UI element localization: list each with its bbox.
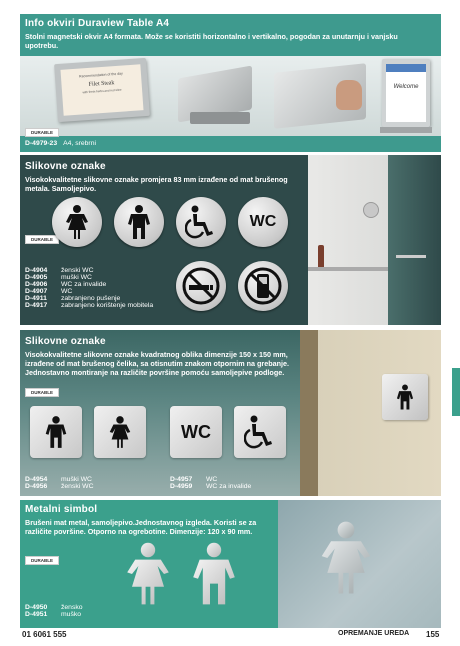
wheelchair-icon: [176, 197, 226, 247]
stand-welcome-text: Welcome: [393, 84, 419, 90]
metal-woman-symbol: [124, 542, 172, 611]
section-description: Brušeni mat metal, samoljepivo.Jednostavnog izgleda. Koristi se za različite površine. Otporno na ogrebotine. Dimenzije: 120 x 90 mm.: [25, 518, 257, 536]
list-item: D-4959 WC za invalide: [170, 483, 252, 490]
square-woman-icon: [94, 406, 146, 458]
wc-text: WC: [249, 213, 277, 230]
product-description: A4, srebrni: [63, 140, 96, 147]
list-item: D-4907 WC: [25, 288, 73, 295]
section-description: Visokokvalitetne slikovne oznake kvadratnog oblika dimenzije 150 x 150 mm, izrađene od mat brušenog čelika, sa otisnutim znakom otpornim na grebanje. Jednostavno montiranje na različite površine pomoću samoljepive podloge.: [25, 350, 289, 377]
frame-text-line1: Recommendation of the day: [78, 71, 123, 79]
list-item: D-4950 žensko: [25, 604, 83, 611]
side-tab-marker: [452, 368, 460, 416]
list-item: D-4906 WC za invalide: [25, 281, 107, 288]
square-man-icon: [30, 406, 82, 458]
section-title: Slikovne oznake: [25, 336, 106, 347]
list-item: D-4951 muško: [25, 611, 82, 618]
section-metalni-simbol: [20, 500, 441, 628]
photo-wall-sign: [300, 330, 441, 496]
frame-text-line3: with fresh herbs and red wine: [82, 87, 122, 95]
product-list-left: [25, 476, 93, 490]
photo-door-symbol: [278, 500, 441, 628]
durable-logo: DURABLE: [25, 235, 59, 244]
section-description: Stolni magnetski okvir A4 formata. Može se koristiti horizontalno i vertikalno, pogodan za unutarnju i vanjsku upotrebu.: [25, 32, 398, 50]
product-code: D-4979-23: [25, 140, 58, 147]
durable-logo: DURABLE: [25, 556, 59, 565]
list-item: D-4905 muški WC: [25, 274, 92, 281]
section-title: Slikovne oznake: [25, 161, 106, 172]
square-wc-icon: [170, 406, 222, 458]
photo-room-with-sign: [308, 155, 441, 325]
table-frame-vertical: [380, 59, 432, 141]
woman-icon: [52, 197, 102, 247]
table-frame-horizontal: [54, 58, 150, 122]
section-info-okviri: [20, 14, 441, 152]
list-item: D-4904 ženski WC: [25, 267, 94, 274]
product-code-row: [25, 140, 96, 147]
footer-phone: 01 6061 555: [22, 630, 67, 639]
section-title: Metalni simbol: [25, 504, 98, 515]
section-title: Info okviri Duraview Table A4: [25, 18, 170, 29]
section-slikovne-oznake-round: [20, 155, 441, 325]
wc-text: WC: [181, 421, 211, 442]
wc-icon: [238, 197, 288, 247]
man-icon: [114, 197, 164, 247]
list-item: D-4954 muški WC: [25, 476, 92, 483]
list-item: D-4956 ženski WC: [25, 483, 94, 490]
square-wheelchair-icon: [234, 406, 286, 458]
no-smoking-icon: [176, 261, 226, 311]
footer-category: OPREMANJE UREDA: [338, 630, 410, 637]
no-phone-icon: [238, 261, 288, 311]
durable-logo: DURABLE: [25, 388, 59, 397]
section-description: Visokokvalitetne slikovne oznake promjera 83 mm izrađene od mat brušenog metala. Samoljepivo.: [25, 175, 288, 193]
list-item: D-4957 WC: [170, 476, 218, 483]
product-list: [25, 604, 83, 618]
magnet-stand-base: [170, 66, 260, 130]
list-item: D-4911 zabranjeno pušenje: [25, 295, 121, 302]
magnet-plate-with-hand: [270, 64, 370, 134]
frame-text-line2: Filet Steak: [88, 80, 115, 88]
list-item: D-4917 zabranjeno korištenje mobitela: [25, 302, 154, 309]
product-list-right: [170, 476, 251, 490]
durable-logo: DURABLE: [25, 128, 59, 137]
section-slikovne-oznake-square: [20, 330, 441, 496]
product-list: [25, 267, 153, 309]
page-number: 155: [426, 630, 440, 639]
metal-man-symbol: [190, 542, 238, 611]
